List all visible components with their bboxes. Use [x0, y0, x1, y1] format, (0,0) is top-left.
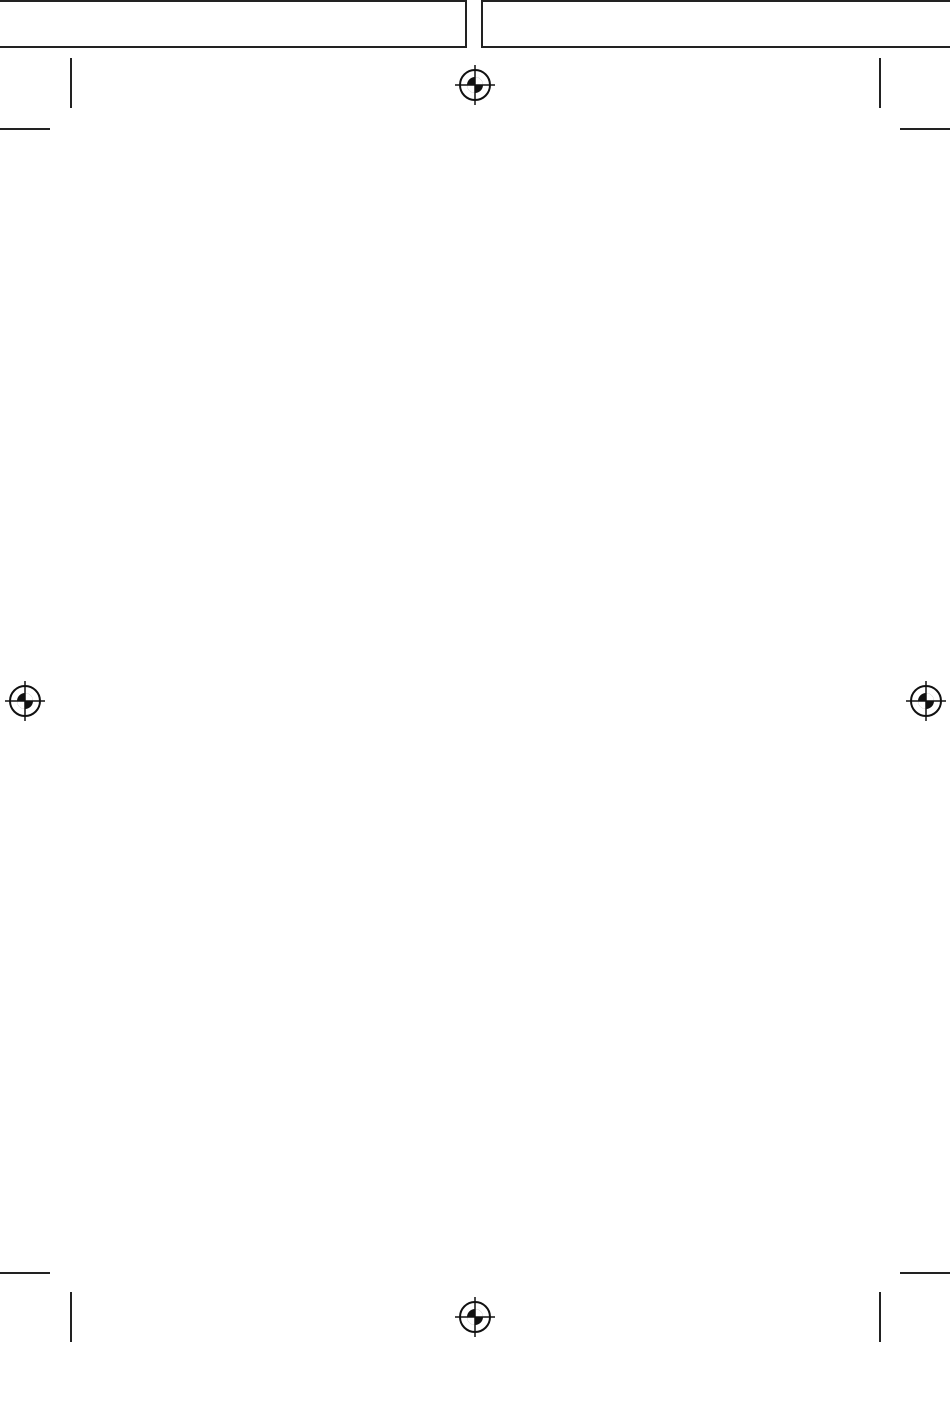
- crop-mark-br-h: [900, 1272, 950, 1274]
- gray-bar-frame: [0, 0, 467, 48]
- registration-mark-right-icon: [906, 681, 946, 721]
- crop-mark-tr-h: [900, 128, 950, 130]
- crop-mark-tr-v: [879, 58, 881, 108]
- page-content: [137, 200, 817, 227]
- process-bar-frame: [481, 0, 950, 48]
- registration-mark-top-icon: [455, 65, 495, 105]
- crop-mark-tl-v: [70, 58, 72, 108]
- registration-mark-bottom-icon: [455, 1297, 495, 1337]
- crop-mark-br-v: [879, 1292, 881, 1342]
- crop-mark-tl-h: [0, 128, 50, 130]
- crop-mark-bl-h: [0, 1272, 50, 1274]
- registration-mark-left-icon: [5, 681, 45, 721]
- crop-mark-bl-v: [70, 1292, 72, 1342]
